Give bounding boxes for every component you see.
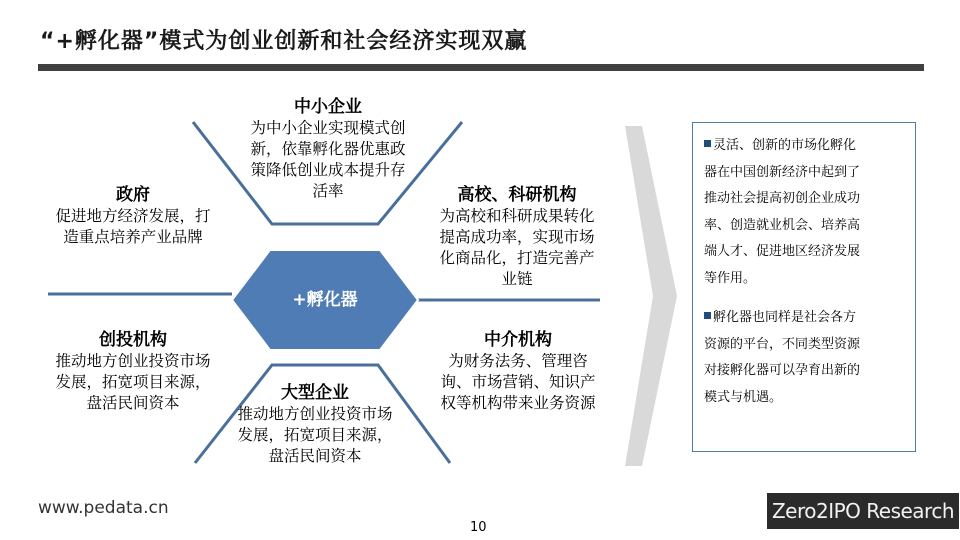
node-line: 发展，拓宽项目来源，	[237, 426, 393, 444]
summary-line: 器在中国创新经济中起到了	[704, 164, 861, 180]
node-line: 权等机构带来业务资源	[440, 394, 596, 412]
node-line: 盘活民间资本	[268, 447, 362, 465]
node-line: 为中小企业实现模式创	[250, 119, 406, 137]
summary-line: 模式与机遇。	[704, 389, 783, 405]
node-line: 业链	[501, 270, 533, 288]
summary-line: 端人才、促进地区经济发展	[704, 244, 861, 259]
node-line: 发展，拓宽项目来源，	[55, 373, 211, 391]
page-title: “+孵化器”模式为创业创新和社会经济实现双赢	[40, 29, 528, 54]
summary-line: 推动社会提高初创企业成功	[704, 191, 861, 206]
node-line: 盘活民间资本	[86, 394, 180, 412]
node-line: 策降低创业成本提升存	[250, 161, 406, 179]
summary-line: 等作用。	[704, 270, 757, 286]
summary-box	[692, 122, 916, 452]
node-heading: 政府	[116, 185, 150, 205]
node-large	[206, 382, 424, 467]
summary-paragraph-1	[704, 133, 907, 292]
summary-line: 灵活、创新的市场化孵化	[713, 138, 857, 153]
brand-logo: Zero2IPO Research	[767, 493, 959, 529]
bullet-square-icon	[704, 140, 711, 147]
node-agency	[414, 329, 622, 414]
footer-url: www.pedata.cn	[38, 498, 169, 518]
page-number: 10	[470, 520, 487, 535]
node-line: 推动地方创业投资市场	[237, 405, 393, 423]
center-label: +孵化器	[292, 290, 358, 310]
node-heading: 中介机构	[484, 330, 552, 350]
node-line: 询、市场营销、知识产	[440, 373, 596, 391]
summary-line: 孵化器也同样是社会各方	[713, 310, 857, 325]
node-heading: 创投机构	[99, 330, 167, 350]
node-univ	[408, 184, 626, 290]
node-heading: 中小企业	[294, 97, 362, 117]
node-line: 提高成功率，实现市场	[439, 228, 595, 246]
node-line: 新，依靠孵化器优惠政	[250, 140, 406, 158]
node-sme	[222, 96, 434, 202]
node-line: 为财务法务、管理咨	[448, 352, 588, 370]
node-line: 活率	[312, 182, 344, 200]
chevron-arrow-icon	[625, 126, 677, 466]
node-heading: 高校、科研机构	[457, 185, 577, 205]
summary-line: 资源的平台，不同类型资源	[704, 336, 861, 352]
summary-line: 对接孵化器可以孕育出新的	[704, 363, 861, 378]
node-heading: 大型企业	[281, 383, 349, 403]
bullet-square-icon	[704, 312, 711, 319]
node-line: 推动地方创业投资市场	[55, 352, 211, 370]
node-line: 造重点培养产业品牌	[63, 228, 203, 246]
node-gov	[24, 184, 242, 248]
summary-line: 率、创造就业机会、培养高	[704, 217, 861, 233]
node-line: 化商品化，打造完善产	[439, 249, 595, 267]
summary-paragraph-2	[704, 305, 907, 411]
node-line: 为高校和科研成果转化	[439, 207, 595, 225]
node-line: 促进地方经济发展，打	[55, 207, 211, 225]
